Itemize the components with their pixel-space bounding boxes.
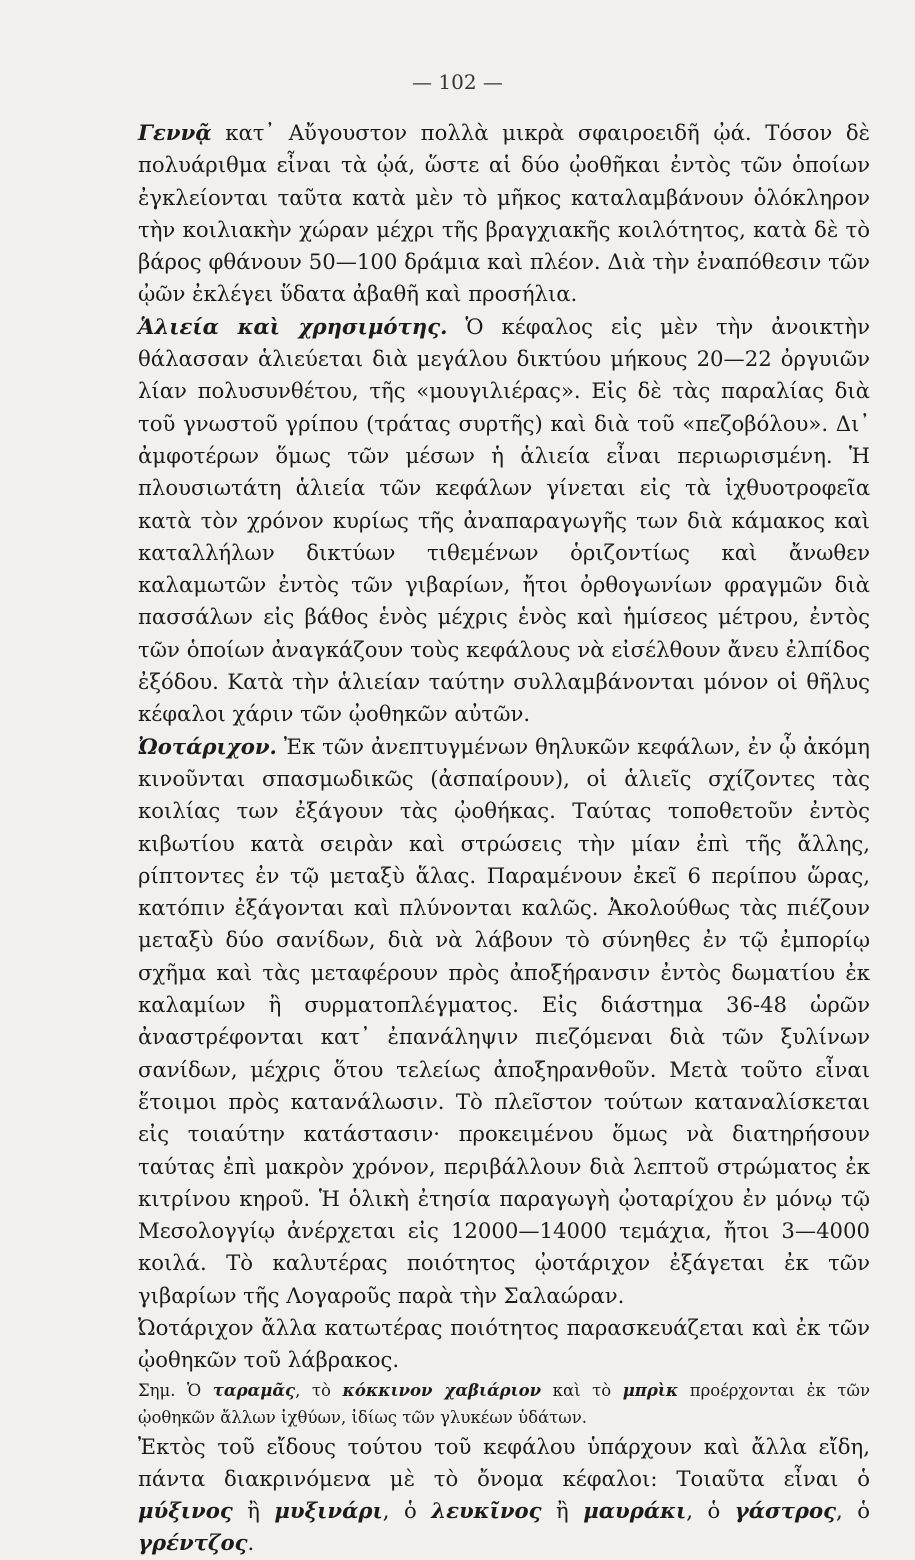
paragraph-other-species [138,1431,870,1560]
text-run: , ὁ [836,1498,871,1524]
emphasis-term: μπρὶκ [622,1380,679,1400]
page-body [138,117,870,1560]
emphasis-term: λευκῖνος [431,1498,542,1524]
emphasis-term: γάστρος [734,1498,837,1524]
emphasis-term: γρέντζος [138,1530,248,1556]
emphasis-term: μυξινάρι [274,1498,383,1524]
text-run: Ὠοτάριχον ἄλλα κατωτέρας ποιότητος παρασκευάζεται καὶ ἐκ τῶν ᾠοθηκῶν τοῦ λάβρακος. [138,1314,870,1373]
emphasis-term: κόκκινον χαβιάριον [342,1380,542,1400]
emphasis-term: Ὠοτάριχον. [138,733,277,759]
emphasis-term: Γεννᾷ [138,120,212,145]
text-run: , ὁ [686,1498,735,1524]
text-run: καὶ τὸ [541,1380,623,1400]
text-run: Ἐκτὸς τοῦ εἴδους τούτου τοῦ κεφάλου ὑπάρχουν καὶ ἄλλα εἴδη, πάντα διακρινόμενα μὲ τὸ ὄνομα κέφαλοι: Τοιαῦτα εἶναι ὁ [138,1433,870,1491]
paragraph-fishing-and-use [138,311,870,731]
text-run: Ἐκ τῶν ἀνεπτυγμένων θηλυκῶν κεφάλων, ἐν ᾧ ἀκόμη κινοῦνται σπασμωδικῶς (ἀσπαίρουν), οἱ ἁλιεῖς σχίζοντες τὰς κοιλίας των ἐξάγουν τὰς ᾠοθήκας. Ταύτας τοποθετοῦν ἐντὸς κιβωτίου κατὰ σειρὰν καὶ στρώσεις τὴν μίαν ἐπὶ τῆς ἄλλης, ρίπτοντες ἐν τῷ μεταξὺ ἅλας. Παραμένουν ἐκεῖ 6 περίπου ὥρας, κατόπιν ἐξάγονται καὶ πλύνονται καλῶς. Ἀκολούθως τὰς πιέζουν μεταξὺ δύο σανίδων, διὰ νὰ λάβουν τὸ σύνηθες ἐν τῷ ἐμπορίῳ σχῆμα καὶ τὰς μεταφέρουν πρὸς ἀποξήρανσιν ἐντὸς δωματίου ἐκ καλαμίων ἢ συρματοπλέγματος. Εἰς διάστημα 36-48 ὡρῶν ἀναστρέφονται κατ᾽ ἐπανάληψιν πιεζόμεναι διὰ τῶν ξυλίνων σανίδων, μέχρις ὅτου τελείως ἀποξηρανθοῦν. Μετὰ τοῦτο εἶναι ἕτοιμοι πρὸς κατανάλωσιν. Τὸ πλεῖστον τούτων καταναλίσκεται εἰς τοιαύτην κατάστασιν· προκειμένου ὅμως νὰ διατηρήσουν ταύτας ἐπὶ μακρὸν χρόνον, περιβάλλουν διὰ λεπτοῦ στρώματος ἐκ κιτρίνου κηροῦ. Ἡ ὁλικὴ ἐτησία παραγωγὴ ᾠοταρίχου ἐν μόνῳ τῷ Μεσολογγίῳ ἀνέρχεται εἰς 12000—14000 τεμάχια, ἤτοι 3—4000 κοιλά. Τὸ καλυτέρας ποιότητος ᾠοτάριχον ἐξάγεται ἐκ τῶν γιβαρίων τῆς Λογαροῦς παρὰ τὴν Σαλαώραν. [138,733,870,1308]
text-run: . [247,1530,255,1556]
text-run: προέρχονται ἐκ τῶν ᾠοθηκῶν ἄλλων ἰχθύων, ἰδίως τῶν γλυκέων ὑδάτων. [138,1380,871,1427]
emphasis-term: μύξινος [138,1498,233,1524]
emphasis-term: μαυράκι [583,1498,687,1524]
text-run: , ὁ [382,1498,432,1524]
footnote [138,1377,870,1431]
emphasis-term: Ἁλιεία καὶ χρησιμότης. [138,313,448,339]
text-run: ἢ [541,1498,584,1524]
text-run: , τὸ [295,1380,343,1400]
text-run: Ὁ κέφαλος εἰς μὲν τὴν ἀνοικτὴν θάλασσαν ἁλιεύεται διὰ μεγάλου δικτύου μήκους 20—22 ὀργυιῶν λίαν πολυσυνθέτου, τῆς «μουγιλιέρας». Εἰς δὲ τὰς παραλίας διὰ τοῦ γνωστοῦ γρίπου (τράτας συρτῆς) καὶ διὰ τοῦ «πεζοβόλου». Δι᾽ ἀμφοτέρων ὅμως τῶν μέσων ἡ ἁλιεία εἶναι περιωρισμένη. Ἡ πλουσιωτάτη ἁλιεία τῶν κεφάλων γίνεται εἰς τὰ ἰχθυοτροφεῖα κατὰ τὸν χρόνον κυρίως τῆς ἀναπαραγωγῆς των διὰ κάμακος καὶ καταλλήλων δικτύων τιθεμένων ὁριζοντίως καὶ ἄνωθεν καλαμωτῶν ἐντὸς τῶν γιβαρίων, ἤτοι ὀρθογωνίων φραγμῶν διὰ πασσάλων εἰς βάθος ἑνὸς μέχρις ἑνὸς καὶ ἡμίσεος μέτρου, ἐντὸς τῶν ὁποίων ἀναγκάζουν τοὺς κεφάλους νὰ εἰσέλθουν ἄνευ ἐλπίδος ἐξόδου. Κατὰ τὴν ἁλιείαν ταύτην συλλαμβάνονται μόνον οἱ θῆλυς κέφαλοι χάριν τῶν ᾠοθηκῶν αὐτῶν. [138,313,870,727]
emphasis-term: ταραμᾶς [212,1380,296,1400]
text-run: κατ᾽ Αὔγουστον πολλὰ μικρὰ σφαιροειδῆ ᾠά. Τόσον δὲ πολυάριθμα εἶναι τὰ ᾠά, ὥστε αἱ δύο ᾠοθῆκαι ἐντὸς τῶν ὁποίων ἐγκλείονται ταῦτα κατὰ μὲν τὸ μῆκος καταλαμβάνουν ὁλόκληρον τὴν κοιλιακὴν χώραν μέχρι τῆς βραγχιακῆς κοιλότητος, κατὰ δὲ τὸ βάρος φθάνουν 50—100 δράμια καὶ πλέον. Διὰ τὴν ἐναπόθεσιν τῶν ᾠῶν ἐκλέγει ὕδατα ἀβαθῆ καὶ προσήλια. [138,120,870,307]
paragraph-botargo-lavrax [138,1312,870,1377]
paragraph-botargo [138,731,870,1312]
paragraph-spawning [138,117,870,311]
text-run: ἢ [232,1498,275,1524]
text-run: Σημ. Ὁ [138,1380,213,1400]
page-number: — 102 — [412,70,503,94]
